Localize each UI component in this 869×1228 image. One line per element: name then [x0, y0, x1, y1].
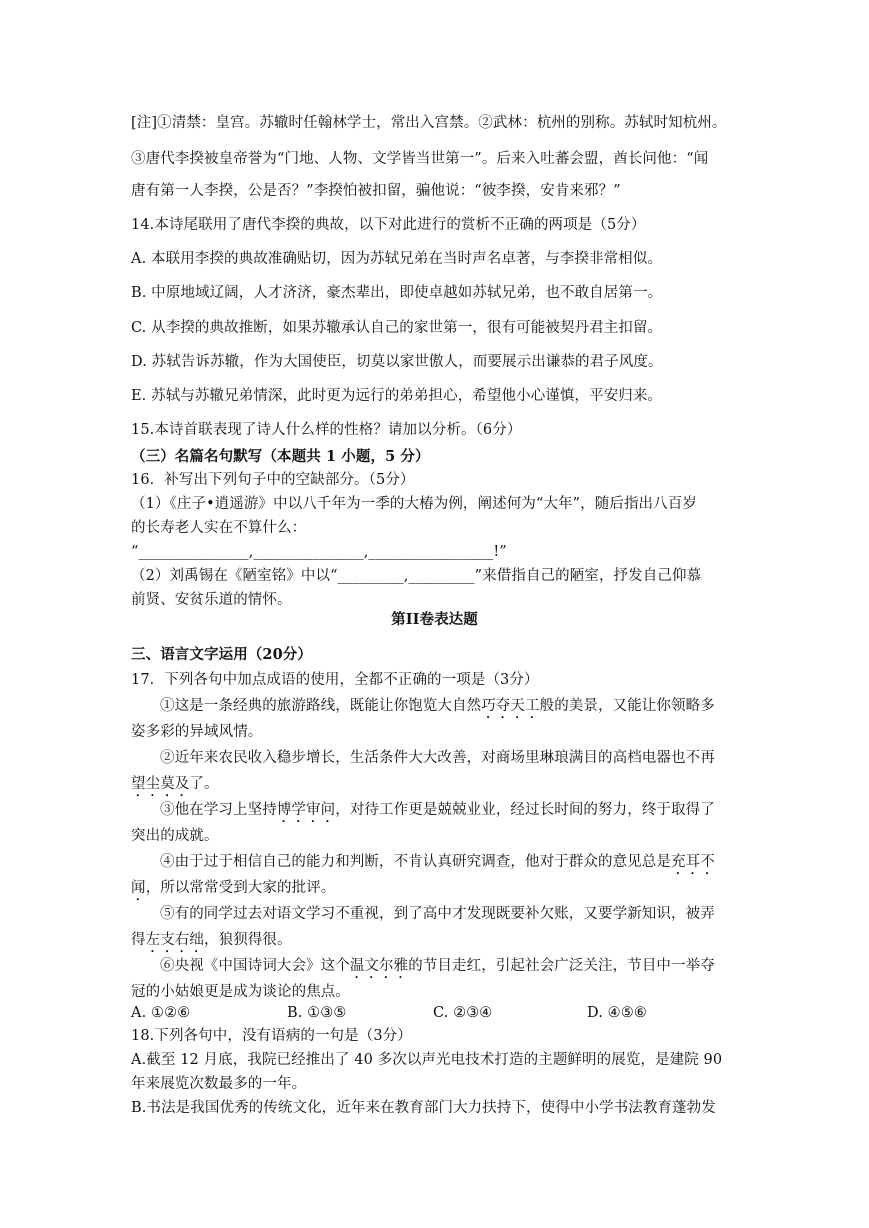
q14-option-a: A. 本联用李揆的典故准确贴切，因为苏轼兄弟在当时声名卓著，与李揆非常相似。 [131, 251, 662, 267]
text: ①这是一条经典的旅游路线，既能让你饱览大自然 [160, 698, 482, 714]
q17-sentence-5-line1: ⑤有的同学过去对语文学习不重视，到了高中才发现既要补欠账，又要学新知识，被弄 [160, 906, 715, 922]
q17-stem: 17．下列各句中加点成语的使用，全都不正确的一项是（3分） [131, 672, 539, 688]
q16-part1-line1: （1）《庄子•逍遥游》中以八千年为一季的大椿为例，阐述何为“大年”，随后指出八百岁 [131, 496, 697, 512]
dotted-idiom: 巧夺天工 [481, 698, 540, 714]
q17-sentence-6-line2: 冠的小姑娘更是成为谈论的焦点。 [131, 984, 350, 1000]
q17-option-c: C. ②③④ [433, 1005, 493, 1021]
dotted-idiom: 左支右绌 [145, 932, 205, 948]
q17-sentence-1-line2: 姿多彩的异域风情。 [131, 724, 263, 740]
section-3-title: （三）名篇名句默写（本题共 1 小题，5 分） [131, 448, 430, 465]
q17-sentence-5-line2 [131, 930, 292, 956]
note-line-1: [注]①清禁：皇宫。苏辙时任翰林学士，常出入宫禁。②武林：杭州的别称。苏轼时知杭州。 [131, 115, 727, 131]
text: 的节目走红，引起社会广泛关注，节目中一举夺 [408, 958, 715, 974]
q16-part1-line2: 的长寿老人实在不算什么： [131, 520, 307, 536]
q14-option-b: B. 中原地域辽阔，人才济济，豪杰辈出，即使卓越如苏轼兄弟，也不敢自居第一。 [131, 285, 663, 301]
q17-sentence-6-line1 [160, 956, 715, 982]
q16-stem: 16．补写出下列句子中的空缺部分。（5分） [131, 472, 415, 488]
note-line-3: 唐有第一人李揆，公是否？”李揆怕被扣留，骗他说：“彼李揆，安肯来邪？” [131, 183, 621, 199]
q17-option-b: B. ①③⑤ [287, 1005, 347, 1021]
q17-sentence-4-line1 [160, 852, 715, 878]
q17-option-a: A. ①②⑥ [131, 1005, 191, 1021]
q18-option-a-line1: A.截至 12 月底，我院已经推出了 40 多次以声光电技术打造的主题鲜明的展览，是建院 90 [131, 1052, 723, 1068]
dotted-idiom: 望尘莫及 [131, 776, 190, 792]
part-3-title: 三、语言文字运用（20分） [131, 646, 312, 663]
volume-2-title: 第II卷表达题 [391, 611, 478, 628]
q14-option-c: C. 从李揆的典故推断，如果苏辙承认自己的家世第一，很有可能被契丹君主扣留。 [131, 320, 663, 336]
q17-sentence-2-line2 [131, 774, 219, 800]
text: ，狼狈得很。 [204, 932, 292, 948]
text: ，对待工作更是兢兢业业，经过长时间的努力，终于取得了 [335, 802, 715, 818]
q17-sentence-2-line1: ②近年来农民收入稳步增长，生活条件大大改善，对商场里琳琅满目的高档电器也不再 [160, 750, 715, 766]
q17-sentence-1-line1 [160, 696, 715, 722]
q17-sentence-4-line2 [131, 878, 335, 904]
text: 得 [131, 932, 146, 948]
q17-option-d: D. ④⑤⑥ [587, 1005, 647, 1021]
q14-stem: 14.本诗尾联用了唐代李揆的典故，以下对此进行的赏析不正确的两项是（5分） [131, 217, 646, 233]
q14-option-e: E. 苏轼与苏辙兄弟情深，此时更为远行的弟弟担心，希望他小心谨慎，平安归来。 [131, 388, 663, 404]
text: ⑥央视《中国诗词大会》这个 [160, 958, 350, 974]
q18-stem: 18.下列各句中，没有语病的一句是（3分） [131, 1028, 412, 1044]
q16-part2-line2: 前贤、安贫乐道的情怀。 [131, 592, 292, 608]
q14-option-d: D. 苏轼告诉苏辙，作为大国使臣，切莫以家世傲人，而要展示出谦恭的君子风度。 [131, 354, 663, 370]
dotted-idiom: 充耳不 [671, 854, 715, 870]
text: 般的美景，又能让你领略多 [539, 698, 715, 714]
note-line-2: ③唐代李揆被皇帝誉为“门地、人物、文学皆当世第一”。后来入吐蕃会盟，酋长问他：“闻 [131, 151, 709, 167]
q17-sentence-3-line2: 突出的成就。 [131, 828, 219, 844]
text: ③他在学习上坚持 [160, 802, 277, 818]
q15-stem: 15.本诗首联表现了诗人什么样的性格？请加以分析。（6分） [131, 422, 522, 438]
q17-options [131, 1003, 647, 1023]
dotted-idiom: 闻 [131, 880, 146, 896]
q18-option-b-line1: B.书法是我国优秀的传统文化，近年来在教育部门大力扶持下，使得中小学书法教育蓬勃发 [131, 1100, 716, 1116]
text: 了。 [189, 776, 219, 792]
q16-part1-blanks: “_______________,_______________,_________________!” [131, 544, 507, 560]
text: ，所以常常受到大家的批评。 [145, 880, 336, 896]
text: ④由于过于相信自己的能力和判断，不肯认真研究调查，他对于群众的意见总是 [160, 854, 671, 870]
q17-sentence-3-line1 [160, 800, 715, 826]
q16-part2-line1: （2）刘禹锡在《陋室铭》中以“_________,_________”来借指自己的陋室，抒发自己仰慕 [131, 568, 702, 584]
dotted-idiom: 博学审问 [276, 802, 336, 818]
dotted-idiom: 温文尔雅 [349, 958, 409, 974]
q18-option-a-line2: 年来展览次数最多的一年。 [131, 1076, 307, 1092]
